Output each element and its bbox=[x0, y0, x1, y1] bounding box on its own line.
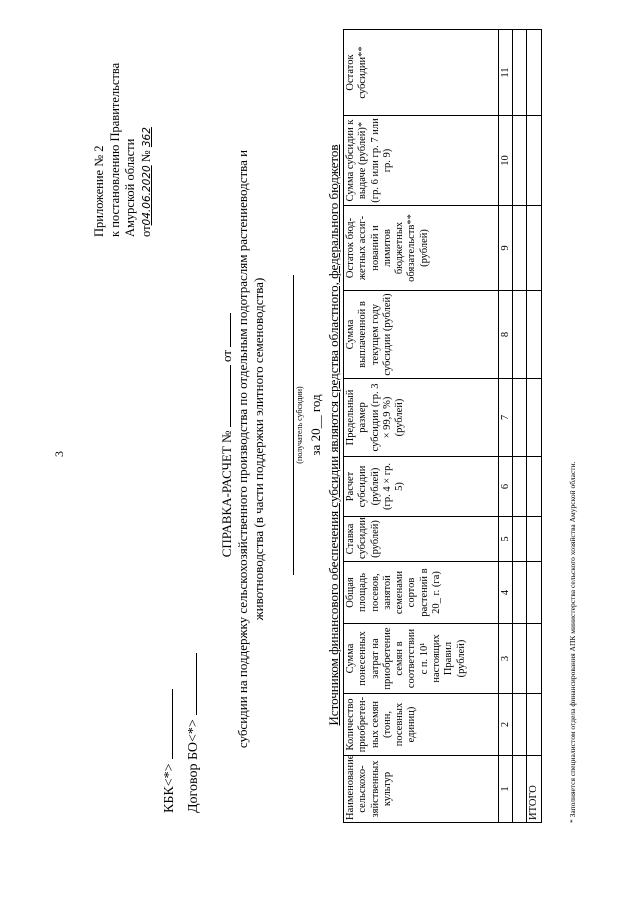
column-number: 2 bbox=[499, 694, 513, 756]
table-cell bbox=[527, 206, 542, 291]
header-cell: Количество приобретен- ных семян (тонн, посевных единиц) bbox=[344, 694, 499, 756]
table-cell bbox=[513, 517, 527, 562]
kbk-block bbox=[158, 653, 206, 813]
appendix-line-1: Приложение № 2 bbox=[92, 145, 106, 237]
document-title bbox=[218, 165, 235, 705]
table-cell bbox=[527, 291, 542, 379]
header-row bbox=[344, 30, 499, 823]
header-cell: Сумма выплаченной в текущем году субсидии (рублей) bbox=[344, 291, 499, 379]
kbk-line bbox=[158, 653, 182, 813]
footnote: * Заполняется специалистом отдела финансирования АПК министерства сельского хозяйства Амурской области. bbox=[568, 461, 577, 823]
column-number: 1 bbox=[499, 756, 513, 823]
appendix-line-2: к постановлению Правительства bbox=[107, 62, 122, 237]
table-cell bbox=[527, 624, 542, 694]
table-cell bbox=[513, 206, 527, 291]
table-cell bbox=[513, 562, 527, 624]
title-text: СПРАВКА-РАСЧЕТ № bbox=[219, 430, 234, 558]
header-cell: Сумма субсидии к выдаче (рублей)* (гр. 6 или гр. 7 или гр. 9) bbox=[344, 116, 499, 206]
appendix-number: 362 bbox=[140, 127, 153, 148]
table-cell bbox=[513, 379, 527, 457]
appendix-line-3: Амурской области bbox=[123, 138, 137, 237]
table-cell bbox=[527, 30, 542, 116]
contract-line bbox=[182, 653, 206, 813]
kbk-label: КБК<*> bbox=[162, 763, 177, 813]
table-cell bbox=[527, 379, 542, 457]
document-subtitle bbox=[235, 89, 266, 809]
header-cell: Предельный размер субсидии (гр. 3 × 99,9 %) (рублей) bbox=[344, 379, 499, 457]
calculation-table bbox=[343, 29, 542, 823]
table-cell bbox=[513, 624, 527, 694]
subtitle-line-1: субсидии на поддержку сельскохозяйственного производства по отдельным подотраслям растениеводства и bbox=[235, 149, 250, 749]
appendix-block bbox=[92, 63, 155, 237]
table-cell bbox=[513, 457, 527, 517]
table-cell bbox=[527, 116, 542, 206]
title-date-underline bbox=[218, 313, 231, 347]
column-number: 5 bbox=[499, 517, 513, 562]
appendix-date: 04.06.2020 bbox=[140, 165, 153, 226]
column-number: 8 bbox=[499, 291, 513, 379]
appendix-number-sign: № bbox=[138, 150, 153, 163]
header-cell: Сумма понесенных затрат на приобретение семян в соответствии с п. 10¹ настоящих Правил (рублей) bbox=[344, 624, 499, 694]
appendix-line-4 bbox=[139, 63, 156, 237]
total-row bbox=[527, 30, 542, 823]
header-cell: Расчет субсидии (рублей) (гр. 4 × гр. 5) bbox=[344, 457, 499, 517]
column-number-row bbox=[499, 30, 513, 823]
table-cell bbox=[513, 291, 527, 379]
table-cell bbox=[527, 457, 542, 517]
contract-underline bbox=[182, 653, 197, 715]
column-number: 10 bbox=[499, 116, 513, 206]
table-cell bbox=[527, 517, 542, 562]
year-line: за 20__ год bbox=[308, 394, 323, 456]
column-number: 6 bbox=[499, 457, 513, 517]
column-number: 9 bbox=[499, 206, 513, 291]
table-cell bbox=[513, 116, 527, 206]
header-cell: Ставка субсидии (рублей) bbox=[344, 517, 499, 562]
table-cell bbox=[513, 694, 527, 756]
header-cell: Остаток субсидии** bbox=[344, 30, 499, 116]
table-cell bbox=[527, 694, 542, 756]
title-from: от bbox=[219, 350, 234, 363]
funding-source: Источником финансового обеспечения субсидии являются средства областного, федерального бюджетов bbox=[326, 144, 341, 726]
column-number: 7 bbox=[499, 379, 513, 457]
header-cell: Остаток бюд- жетных ассиг- нований и лимитов бюджетных обязательств** (рублей) bbox=[344, 206, 499, 291]
title-number-underline bbox=[218, 365, 231, 427]
page-number: 3 bbox=[52, 451, 66, 457]
total-label: ИТОГО bbox=[527, 756, 542, 823]
appendix-date-prefix: от bbox=[138, 225, 153, 237]
header-cell: Наименование сельскохо- зяйственных культур bbox=[344, 756, 499, 823]
table-row bbox=[513, 30, 527, 823]
header-cell: Общая площадь посевов, занятой семенами сортов растений в 20_ г. (га) bbox=[344, 562, 499, 624]
subtitle-line-2: животноводства (в части поддержки элитного семеноводства) bbox=[250, 277, 266, 621]
column-number: 4 bbox=[499, 562, 513, 624]
column-number: 3 bbox=[499, 624, 513, 694]
kbk-underline bbox=[158, 689, 173, 759]
recipient-label: (получатель субсидии) bbox=[295, 386, 304, 464]
table-cell bbox=[527, 562, 542, 624]
column-number: 11 bbox=[499, 30, 513, 116]
contract-label: Договор БО<*> bbox=[186, 719, 201, 813]
table-cell bbox=[513, 30, 527, 116]
table-cell bbox=[513, 756, 527, 823]
recipient-underline bbox=[292, 275, 294, 575]
